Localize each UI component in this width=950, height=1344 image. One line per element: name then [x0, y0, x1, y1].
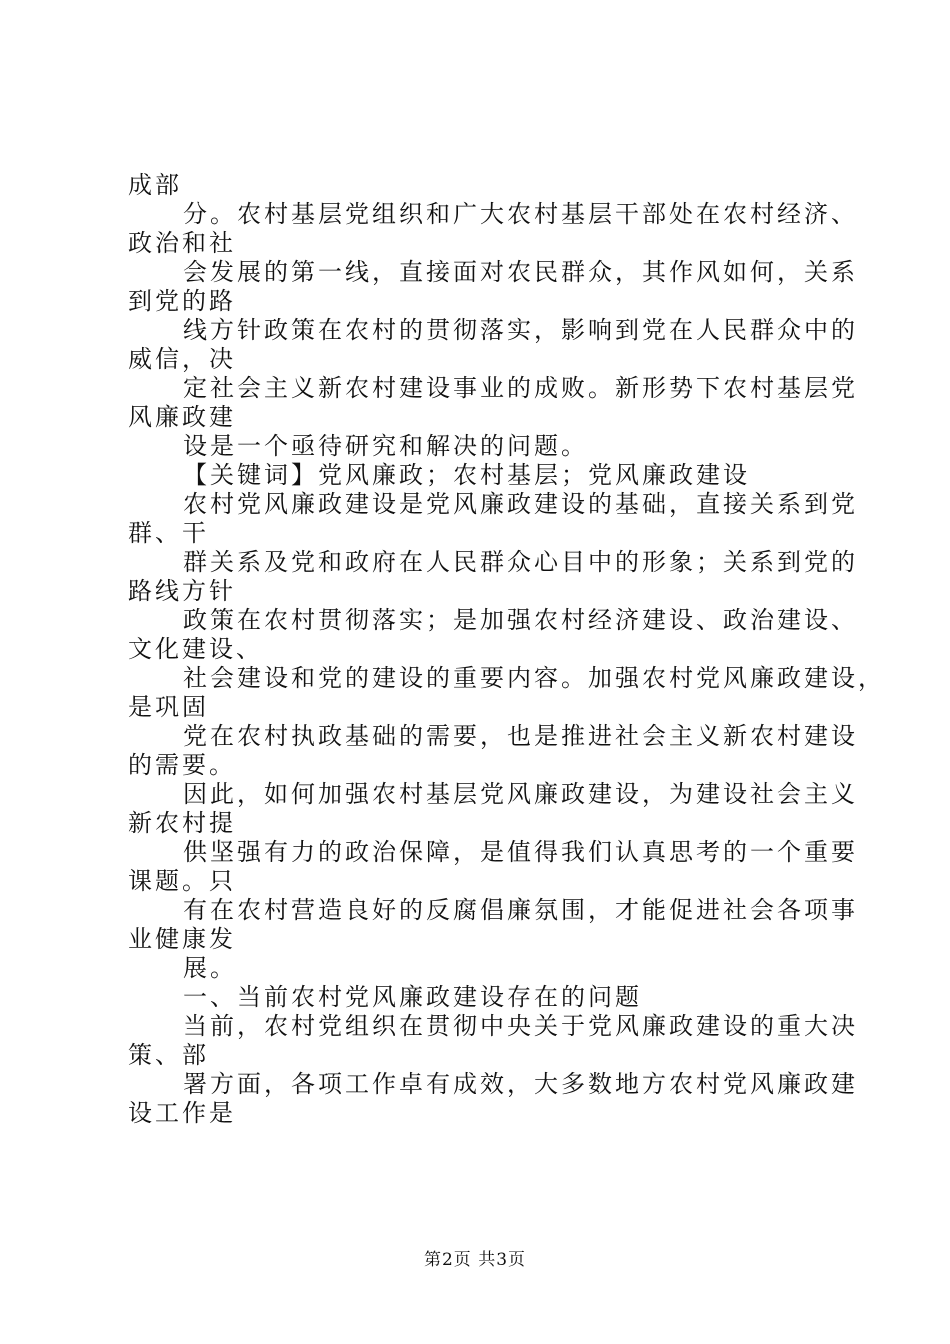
text-line: 政策在农村贯彻落实；是加强农村经济建设、政治建设、	[183, 606, 858, 634]
text-line: 风廉政建	[128, 403, 236, 431]
text-line: 群关系及党和政府在人民群众心目中的形象；关系到党的	[183, 548, 858, 576]
text-line: 会发展的第一线，直接面对农民群众，其作风如何，关系	[183, 258, 858, 286]
text-line: 到党的路	[128, 287, 236, 315]
text-line: 成部	[128, 171, 182, 199]
text-line: 署方面，各项工作卓有成效，大多数地方农村党风廉政建	[183, 1070, 858, 1098]
text-line: 社会建设和党的建设的重要内容。加强农村党风廉政建设，	[183, 664, 885, 692]
text-line: 有在农村营造良好的反腐倡廉氛围，才能促进社会各项事	[183, 896, 858, 924]
page-footer: 第2页 共3页	[423, 1250, 527, 1270]
text-line: 课题。只	[128, 867, 236, 895]
text-line: 路线方针	[128, 577, 236, 605]
text-line: 的需要。	[128, 751, 236, 779]
text-line: 设工作是	[128, 1099, 236, 1127]
text-line: 【关键词】党风廉政；农村基层；党风廉政建设	[183, 461, 750, 489]
text-line: 政治和社	[128, 229, 236, 257]
text-line: 农村党风廉政建设是党风廉政建设的基础，直接关系到党	[183, 490, 858, 518]
text-line: 业健康发	[128, 925, 236, 953]
text-line: 一、当前农村党风廉政建设存在的问题	[183, 983, 642, 1011]
text-line: 是巩固	[128, 693, 209, 721]
text-line: 文化建设、	[128, 635, 263, 663]
text-line: 定社会主义新农村建设事业的成败。新形势下农村基层党	[183, 374, 858, 402]
text-line: 策、部	[128, 1041, 209, 1069]
text-line: 群、干	[128, 519, 209, 547]
document-body	[128, 171, 885, 1128]
text-line: 线方针政策在农村的贯彻落实，影响到党在人民群众中的	[183, 316, 858, 344]
text-line: 因此，如何加强农村基层党风廉政建设，为建设社会主义	[183, 780, 858, 808]
text-line: 展。	[183, 954, 237, 982]
text-line: 威信，决	[128, 345, 236, 373]
text-line: 设是一个亟待研究和解决的问题。	[183, 432, 588, 460]
text-line: 供坚强有力的政治保障，是值得我们认真思考的一个重要	[183, 838, 858, 866]
text-line: 党在农村执政基础的需要，也是推进社会主义新农村建设	[183, 722, 858, 750]
text-line: 分。农村基层党组织和广大农村基层干部处在农村经济、	[183, 200, 858, 228]
text-line: 当前，农村党组织在贯彻中央关于党风廉政建设的重大决	[183, 1012, 858, 1040]
text-line: 新农村提	[128, 809, 236, 837]
